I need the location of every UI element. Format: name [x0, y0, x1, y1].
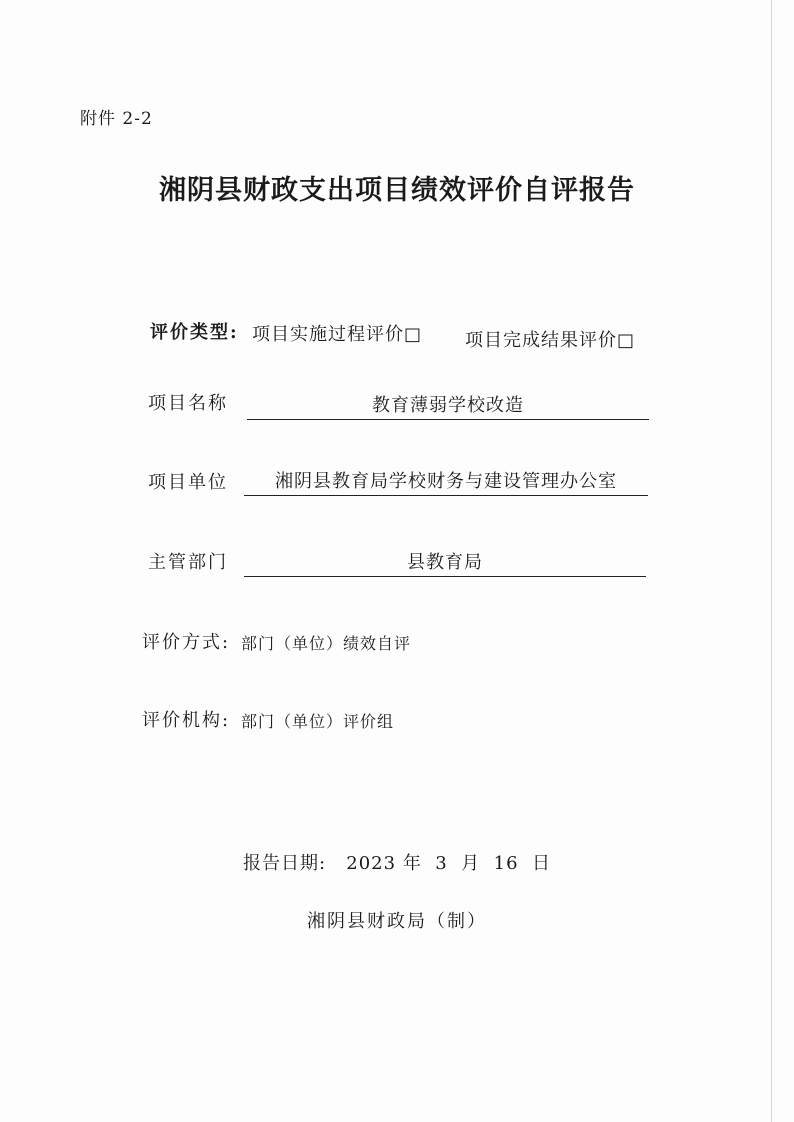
evaluation-org-label: 评价机构: [142, 710, 231, 731]
evaluation-method-value: 部门（单位）绩效自评 [241, 634, 412, 653]
evaluation-type-option-result[interactable]: 项目完成结果评价□ [465, 330, 636, 351]
attachment-label: 附件 2-2 [80, 109, 153, 129]
project-unit-field: 湘阴县教育局学校财务与建设管理办公室 [244, 469, 648, 496]
evaluation-type-option-process[interactable]: 项目实施过程评价□ [252, 324, 423, 345]
report-date-year: 2023 [346, 853, 397, 874]
project-name-field: 教育薄弱学校改造 [247, 393, 649, 420]
report-date [0, 849, 794, 875]
report-title: 湘阴县财政支出项目绩效评价自评报告 [159, 175, 635, 206]
report-date-month: 3 [435, 853, 448, 874]
project-name-label: 项目名称 [148, 393, 228, 414]
project-unit-label: 项目单位 [148, 472, 228, 493]
report-date-label: 报告日期: [243, 853, 327, 874]
report-date-day-unit: 日 [531, 853, 551, 874]
report-date-day: 16 [493, 853, 519, 874]
evaluation-org-value: 部门（单位）评价组 [241, 712, 395, 731]
evaluation-type-label: 评价类型: [150, 322, 239, 343]
issuer-label: 湘阴县财政局（制） [307, 911, 487, 932]
report-date-month-unit: 月 [461, 853, 481, 874]
supervising-dept-label: 主管部门 [148, 552, 228, 573]
report-date-year-unit: 年 [402, 853, 422, 874]
evaluation-method-label: 评价方式: [142, 632, 231, 653]
supervising-dept-field: 县教育局 [244, 550, 646, 577]
